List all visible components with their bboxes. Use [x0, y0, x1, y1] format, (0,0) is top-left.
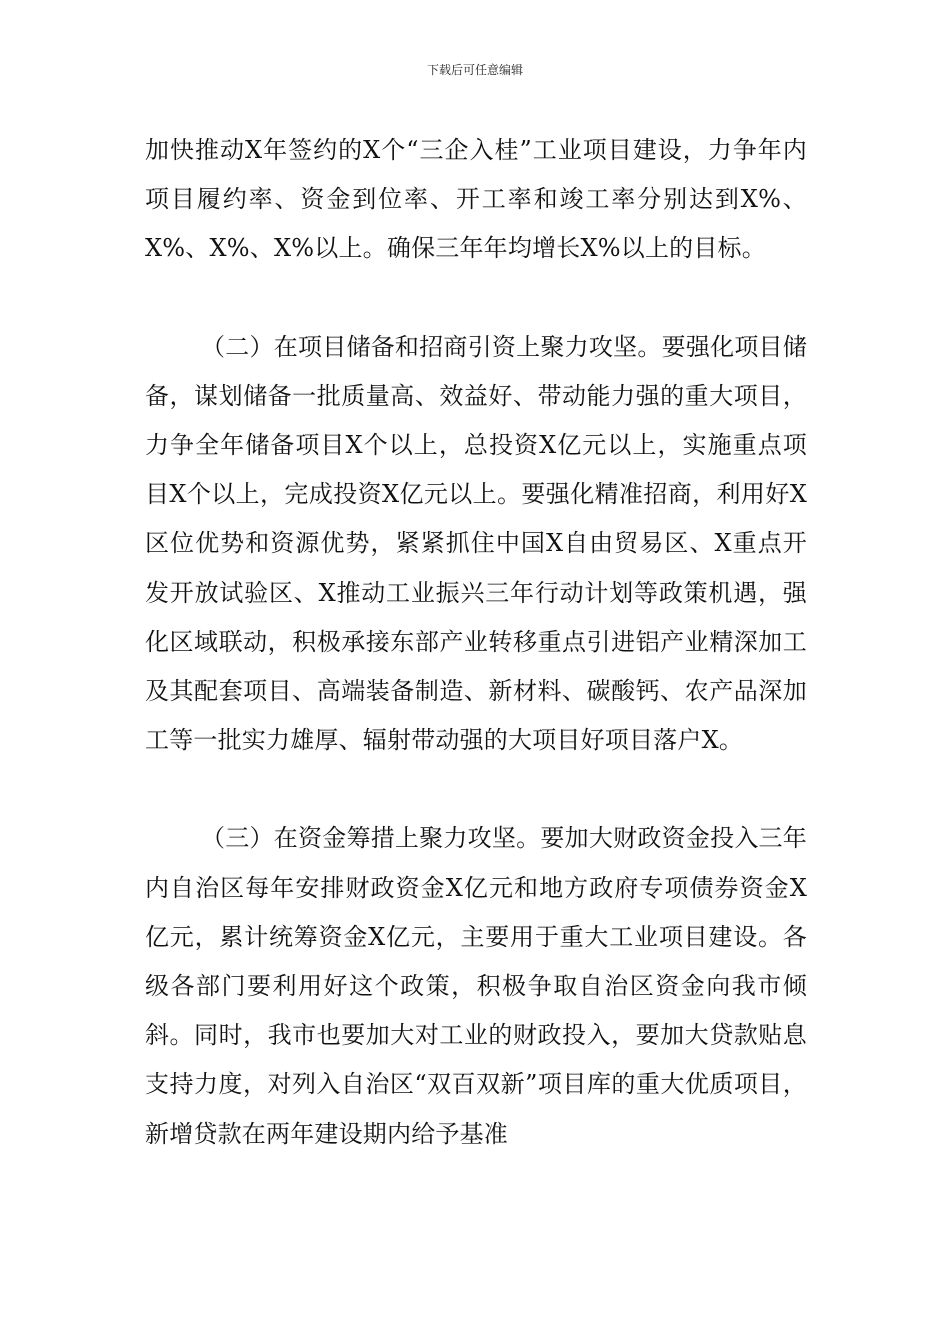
paragraph-section-2: （二）在项目储备和招商引资上聚力攻坚。要强化项目储备，谋划储备一批质量高、效益好、带动能力强的重大项目，力争全年储备项目X个以上，总投资X亿元以上，实施重点项目X个以上，完成投资X亿元以上。要强化精准招商，利用好X区位优势和资源优势，紧紧抓住中国X自由贸易区、X重点开发开放试验区、X推动工业振兴三年行动计划等政策机遇，强化区域联动，积极承接东部产业转移重点引进铝产业精深加工及其配套项目、高端装备制造、新材料、碳酸钙、农产品深加工等一批实力雄厚、辐射带动强的大项目好项目落户X。: [145, 332, 807, 755]
paragraph-section-3: （三）在资金筹措上聚力攻坚。要加大财政资金投入三年内自治区每年安排财政资金X亿元和地方政府专项债券资金X亿元，累计统筹资金X亿元，主要用于重大工业项目建设。各级各部门要利用好这个政策，积极争取自治区资金向我市倾斜。同时，我市也要加大对工业的财政投入，要加大贷款贴息支持力度，对列入自治区“双百双新”项目库的重大优质项目，新增贷款在两年建设期内给予基准: [145, 824, 807, 1148]
document-body: [145, 126, 807, 1159]
paragraph-continuation: 加快推动X年签约的X个“三企入桂”工业项目建设，力争年内项目履约率、资金到位率、开工率和竣工率分别达到X%、X%、X%、X%以上。确保三年年均增长X%以上的目标。: [145, 136, 807, 263]
page-header: 下载后可任意编辑: [426, 63, 523, 77]
